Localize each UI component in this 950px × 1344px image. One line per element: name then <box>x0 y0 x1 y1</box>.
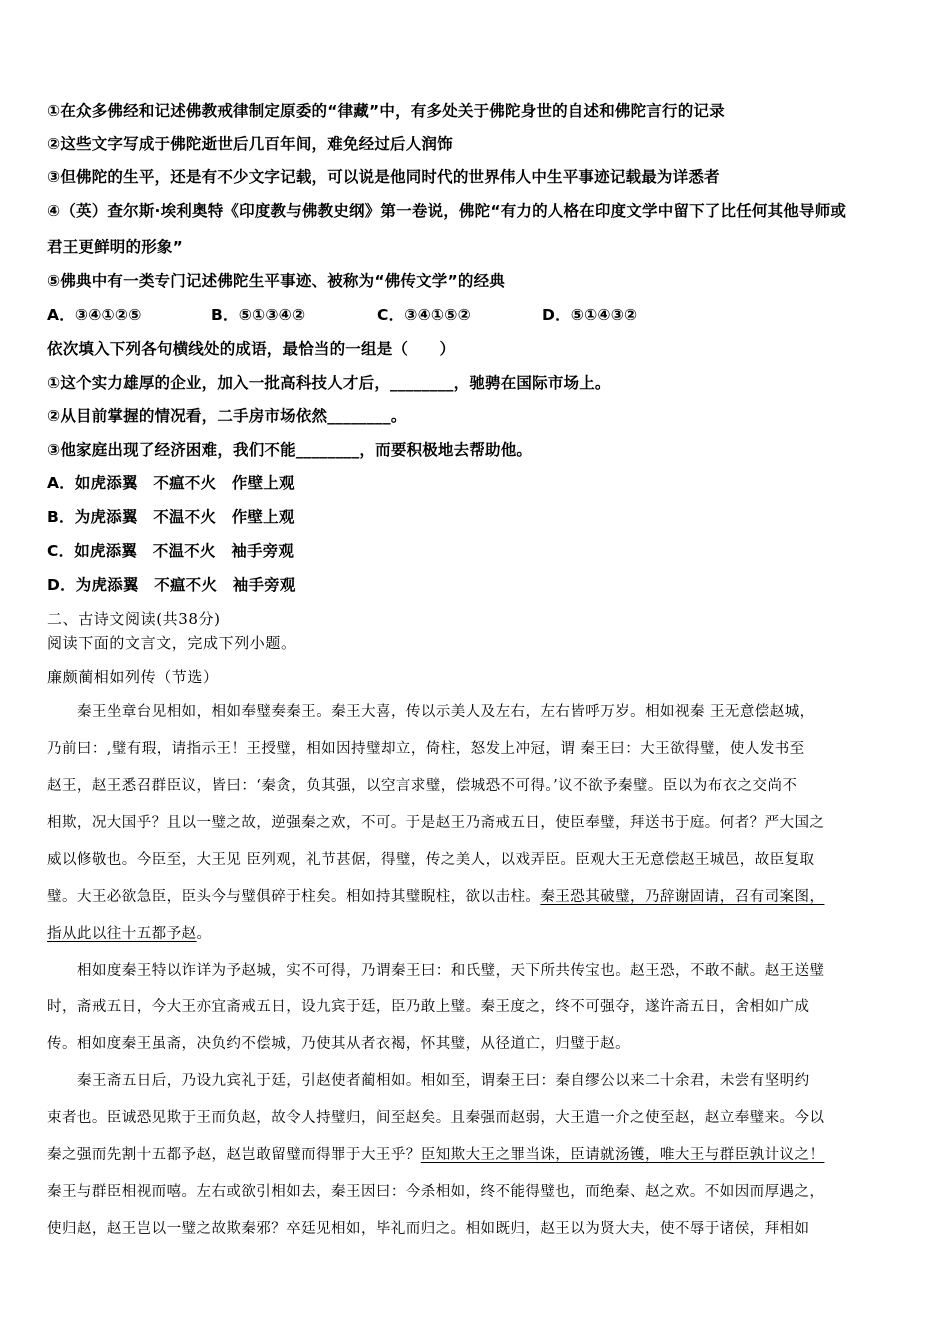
underlined-sentence-1-cont: 指从此以往十五都予赵 <box>47 926 197 942</box>
passage-p1-line: 乃前曰：,璧有瑕，请指示王！王授璧，相如因持璧却立，倚柱，怒发上冲冠，谓 秦王曰：大王欲得璧，使人发书至 <box>47 741 805 757</box>
passage-p1-line: 秦王坐章台见相如，相如奉璧奏秦王。秦王大喜，传以示美人及左右，左右皆呼万岁。相如视秦 王无意偿赵城， <box>77 704 815 720</box>
order-option-a[interactable]: A．③④①②⑤ <box>47 306 142 324</box>
passage-p1-line: 威以修敬也。今臣至，大王见 臣列观，礼节甚倨，得璧，传之美人，以戏弄臣。臣观大王无意偿赵王城邑，故臣复取 <box>47 852 815 868</box>
passage-p1-line: 相欺，况大国乎？且以一璧之故，逆强秦之欢，不可。于是赵王乃斋戒五日，使臣奉璧，拜送书于庭。何者？严大国之 <box>47 815 825 831</box>
passage-p3-line: 使归赵，赵王岂以一璧之故欺秦邪？卒廷见相如，毕礼而归之。相如既归，赵王以为贤大夫，使不辱于诸侯，拜相如 <box>47 1221 810 1237</box>
passage-text: 。 <box>196 926 212 942</box>
order-sentence-5: ⑤佛典中有一类专门记述佛陀生平事迹、被称为“佛传文学”的经典 <box>47 272 505 290</box>
passage-p1-line-with-underline <box>47 887 907 907</box>
idiom-question-stem: 依次填入下列各句横线处的成语，最恰当的一组是（ ） <box>47 340 456 358</box>
passage-p2-line: 相如度秦王特以诈详为予赵城，实不可得，乃谓秦王曰：和氏璧，天下所共传宝也。赵王恐，不敢不献。赵王送璧 <box>77 963 825 979</box>
passage-title: 廉颇蔺相如列传（节选） <box>47 668 219 686</box>
order-sentence-2: ②这些文字写成于佛陀逝世后几百年间，难免经过后人润饰 <box>47 135 453 153</box>
idiom-sentence-1: ①这个实力雄厚的企业，加入一批高科技人才后，________，驰骋在国际市场上。 <box>47 374 611 392</box>
order-sentence-4-cont: 君王更鲜明的形象” <box>47 238 183 256</box>
passage-text: 秦之强而先割十五都予赵，赵岂敢留璧而得罪于大王乎？ <box>47 1147 421 1163</box>
passage-text: 璧。大王必欲急臣，臣头今与璧俱碎于柱矣。相如持其璧睨柱，欲以击柱。 <box>47 889 541 905</box>
passage-p3-line: 秦王斋五日后，乃设九宾礼于廷，引赵使者蔺相如。相如至，谓秦王曰：秦自缪公以来二十余君，未尝有坚明约 <box>77 1073 810 1089</box>
order-option-c[interactable]: C．③④①⑤② <box>377 306 471 324</box>
underlined-sentence-2: 臣知欺大王之罪当诛，臣请就汤镬，唯大王与群臣孰计议之！ <box>420 1147 825 1163</box>
idiom-sentence-3: ③他家庭出现了经济困难，我们不能________，而要积极地去帮助他。 <box>47 441 533 459</box>
order-sentence-1: ①在众多佛经和记述佛教戒律制定原委的“律藏”中，有多处关于佛陀身世的自述和佛陀言行的记录 <box>47 102 725 120</box>
order-option-d[interactable]: D．⑤①④③② <box>542 306 638 324</box>
passage-p1-line: 赵王，赵王悉召群臣议，皆曰：‘秦贪，负其强，以空言求璧，偿城恐不可得。’议不欲予秦璧。臣以为布衣之交尚不 <box>47 778 798 794</box>
passage-p2-line: 时，斋戒五日，今大王亦宜斋戒五日，设九宾于廷，臣乃敢上璧。秦王度之，终不可强夺，遂许斋五日，舍相如广成 <box>47 999 810 1015</box>
idiom-option-d[interactable]: D．为虎添翼 不瘟不火 袖手旁观 <box>47 576 296 594</box>
passage-p3-line-with-underline <box>47 1145 907 1165</box>
passage-p3-line: 秦王与群臣相视而嘻。左右或欲引相如去，秦王因曰：今杀相如，终不能得璧也，而绝秦、赵之欢。不如因而厚遇之， <box>47 1184 825 1200</box>
section-heading: 二、古诗文阅读(共38分) <box>47 610 221 628</box>
idiom-option-b[interactable]: B．为虎添翼 不温不火 作壁上观 <box>47 508 295 526</box>
order-option-b[interactable]: B．⑤①③④② <box>211 306 306 324</box>
idiom-option-c[interactable]: C．如虎添翼 不温不火 袖手旁观 <box>47 542 295 560</box>
passage-p1-line-with-underline <box>47 924 907 944</box>
idiom-option-a[interactable]: A．如虎添翼 不瘟不火 作壁上观 <box>47 474 295 492</box>
underlined-sentence-1: 秦王恐其破璧，乃辞谢固请，召有司案图， <box>540 889 825 905</box>
section-instruction: 阅读下面的文言文，完成下列小题。 <box>47 634 297 652</box>
order-sentence-4: ④（英）查尔斯·埃利奥特《印度教与佛教史纲》第一卷说，佛陀“有力的人格在印度文学中留下了比任何其他导师或 <box>47 202 847 220</box>
passage-p2-line: 传。相如度秦王虽斋，决负约不偿城，乃使其从者衣褐，怀其璧，从径道亡，归璧于赵。 <box>47 1036 631 1052</box>
passage-p3-line: 束者也。臣诚恐见欺于王而负赵，故令人持璧归，间至赵矣。且秦强而赵弱，大王遣一介之使至赵，赵立奉璧来。今以 <box>47 1110 825 1126</box>
idiom-sentence-2: ②从目前掌握的情况看，二手房市场依然________。 <box>47 407 407 425</box>
order-sentence-3: ③但佛陀的生平，还是有不少文字记载，可以说是他同时代的世界伟人中生平事迹记载最为详悉者 <box>47 168 720 186</box>
